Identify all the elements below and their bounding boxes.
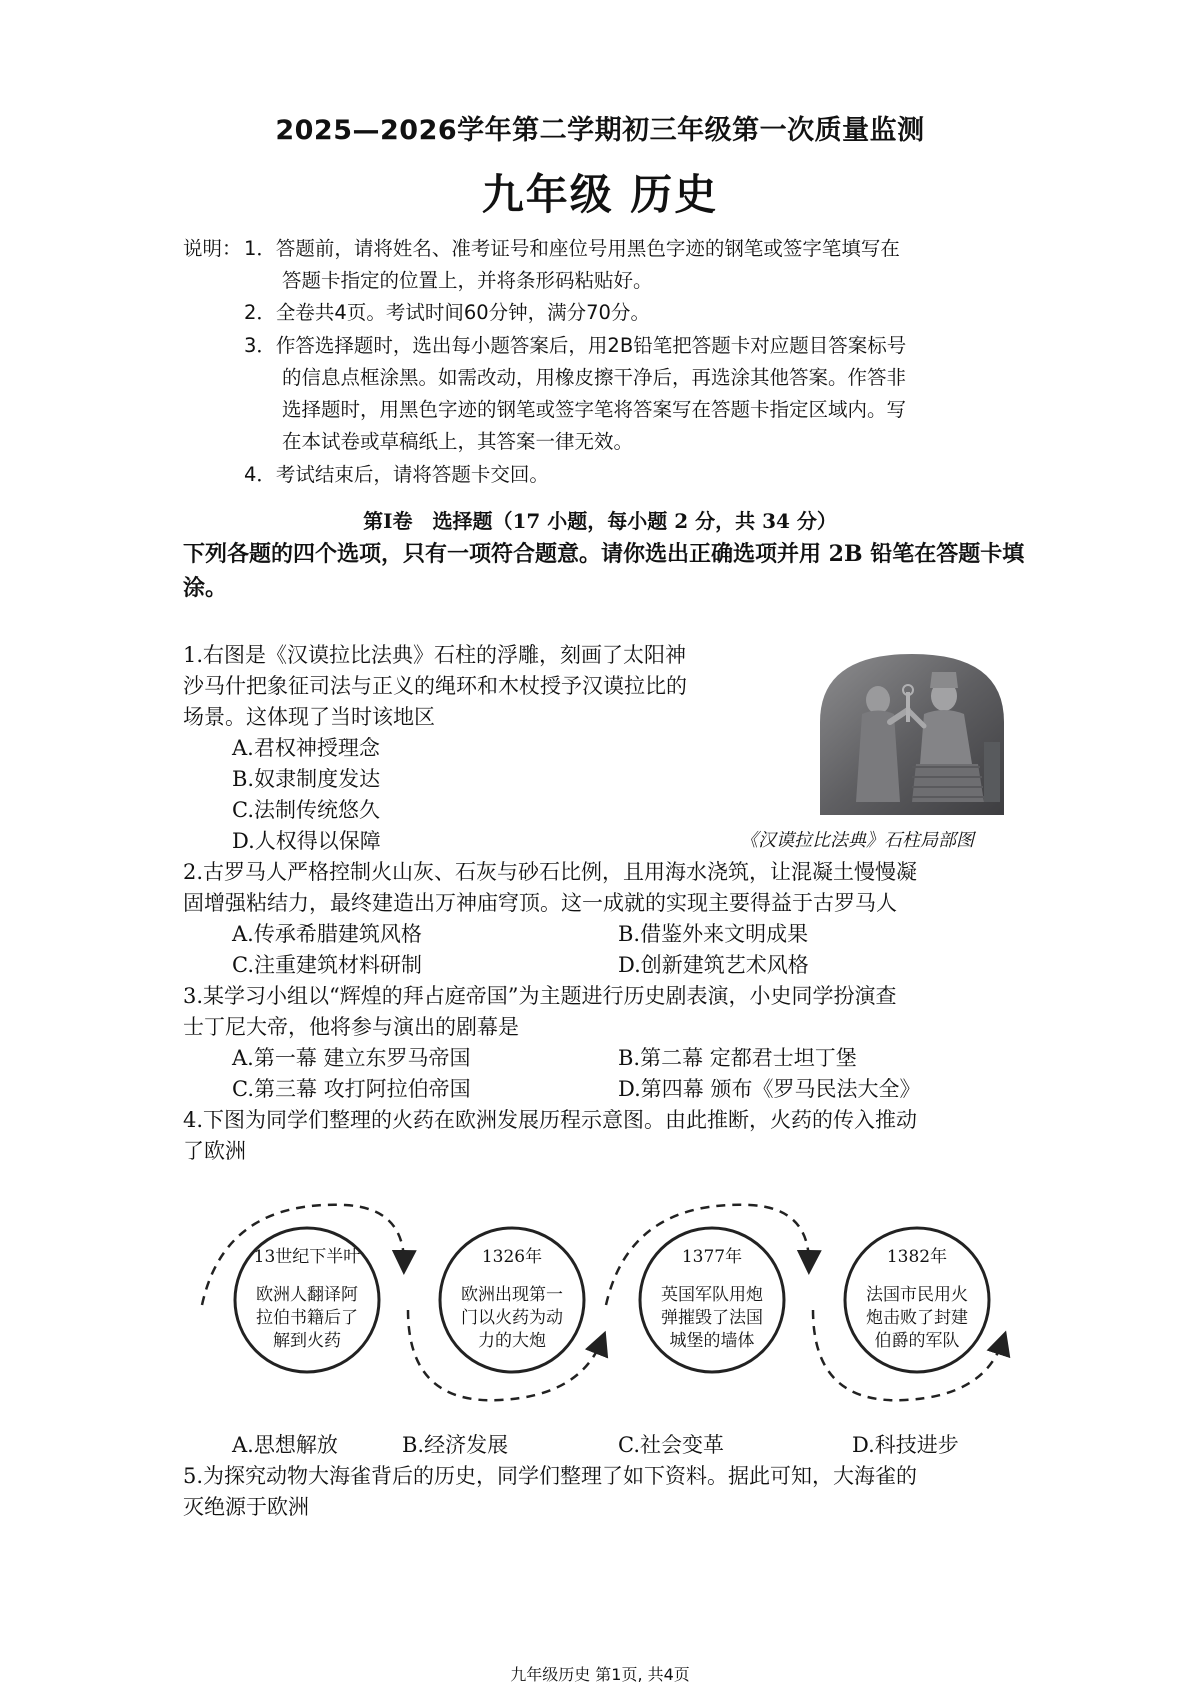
q4-option-d: D.科技进步	[852, 1433, 959, 1457]
note-3-line-4: 在本试卷或草稿纸上，其答案一律无效。	[282, 430, 634, 453]
exam-title: 2025—2026学年第二学期初三年级第一次质量监测	[275, 115, 925, 146]
note-1-line-1: 1．答题前，请将姓名、准考证号和座位号用黑色字迹的钢笔或签字笔填写在	[244, 237, 900, 260]
q1-option-b: B.奴隶制度发达	[232, 767, 381, 791]
section-title: 第Ⅰ卷 选择题（17 小题，每小题 2 分，共 34 分）	[363, 509, 837, 533]
q4-option-b: B.经济发展	[402, 1433, 509, 1457]
q3-stem-line-2: 士丁尼大帝，他将参与演出的剧幕是	[183, 1015, 519, 1039]
q4-option-a: A.思想解放	[232, 1433, 338, 1457]
note-3-line-2: 的信息点框涂黑。如需改动，用橡皮擦干净后，再选涂其他答案。作答非	[282, 366, 907, 389]
exam-subject: 九年级 历史	[481, 170, 719, 219]
hammurabi-stele-image	[812, 652, 1012, 815]
node-4-body-1: 法国市民用火	[866, 1285, 968, 1305]
note-1-line-2: 答题卡指定的位置上，并将条形码粘贴好。	[282, 269, 653, 292]
q3-option-d: D.第四幕 颁布《罗马民法大全》	[618, 1077, 921, 1101]
q2-stem-line-2: 固增强粘结力，最终建造出万神庙穹顶。这一成就的实现主要得益于古罗马人	[183, 891, 897, 915]
node-2-head: 1326年	[481, 1247, 543, 1267]
q5-stem-line-1: 5.为探究动物大海雀背后的历史，同学们整理了如下资料。据此可知，大海雀的	[183, 1464, 918, 1488]
q1-figure-caption: 《汉谟拉比法典》石柱局部图	[740, 830, 974, 851]
node-3-body-3: 城堡的墙体	[669, 1331, 755, 1351]
node-4-body-3: 伯爵的军队	[874, 1331, 960, 1351]
q2-stem-line-1: 2.古罗马人严格控制火山灰、石灰与砂石比例，且用海水浇筑，让混凝土慢慢凝	[183, 860, 918, 884]
node-1-body-3: 解到火药	[273, 1331, 341, 1351]
node-2-body-3: 力的大炮	[478, 1331, 546, 1351]
q1-option-a: A.君权神授理念	[232, 736, 380, 760]
node-3-body-2: 弹摧毁了法国	[661, 1308, 763, 1328]
node-4-body-2: 炮击败了封建	[866, 1308, 968, 1328]
node-3-body-1: 英国军队用炮	[661, 1285, 763, 1305]
section-instruction: 下列各题的四个选项，只有一项符合题意。请你选出正确选项并用 2B 铅笔在答题卡填涂。	[183, 541, 1025, 601]
notes-label: 说明：	[183, 237, 242, 260]
note-3-line-3: 选择题时，用黑色字迹的钢笔或签字笔将答案写在答题卡指定区域内。写	[282, 398, 907, 421]
q2-option-c: C.注重建筑材料研制	[232, 953, 422, 977]
node-4-head: 1382年	[886, 1247, 948, 1267]
q3-stem-line-1: 3.某学习小组以“辉煌的拜占庭帝国”为主题进行历史剧表演，小史同学扮演查	[183, 984, 897, 1008]
note-2: 2．全卷共4页。考试时间60分钟，满分70分。	[244, 301, 650, 324]
q3-option-b: B.第二幕 定都君士坦丁堡	[618, 1046, 857, 1070]
node-1-head: 13世纪下半叶	[253, 1247, 361, 1267]
note-3-line-1: 3．作答选择题时，选出每小题答案后，用2B铅笔把答题卡对应题目答案标号	[244, 334, 907, 357]
node-2-body-1: 欧洲出现第一	[461, 1285, 563, 1305]
gunpowder-timeline-diagram	[190, 1190, 1020, 1410]
q4-stem-line-2: 了欧洲	[183, 1139, 246, 1163]
q4-stem-line-1: 4.下图为同学们整理的火药在欧洲发展历程示意图。由此推断，火药的传入推动	[183, 1108, 918, 1132]
q1-option-d: D.人权得以保障	[232, 829, 381, 853]
q3-option-c: C.第三幕 攻打阿拉伯帝国	[232, 1077, 471, 1101]
q2-option-d: D.创新建筑艺术风格	[618, 953, 809, 977]
note-4: 4．考试结束后，请将答题卡交回。	[244, 463, 549, 486]
node-2-body-2: 门以火药为动	[461, 1308, 563, 1328]
page-footer: 九年级历史 第1页, 共4页	[510, 1665, 690, 1684]
q2-option-a: A.传承希腊建筑风格	[232, 922, 422, 946]
node-1-body-2: 拉伯书籍后了	[256, 1308, 358, 1328]
q5-stem-line-2: 灭绝源于欧洲	[183, 1495, 309, 1519]
node-3-head: 1377年	[681, 1247, 743, 1267]
q4-option-c: C.社会变革	[618, 1433, 724, 1457]
q1-option-c: C.法制传统悠久	[232, 798, 380, 822]
q1-stem-line-2: 沙马什把象征司法与正义的绳环和木杖授予汉谟拉比的	[183, 674, 687, 698]
q2-option-b: B.借鉴外来文明成果	[618, 922, 809, 946]
node-1-body-1: 欧洲人翻译阿	[256, 1285, 358, 1305]
q3-option-a: A.第一幕 建立东罗马帝国	[232, 1046, 471, 1070]
q1-stem-line-1: 1.右图是《汉谟拉比法典》石柱的浮雕，刻画了太阳神	[183, 643, 687, 667]
q1-stem-line-3: 场景。这体现了当时该地区	[183, 705, 435, 729]
